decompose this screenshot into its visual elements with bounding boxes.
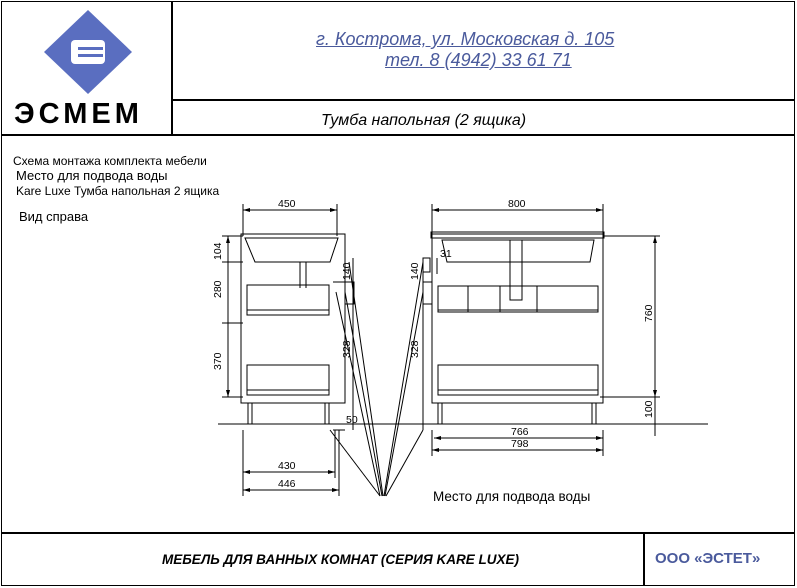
footer-series: МЕБЕЛЬ ДЛЯ ВАННЫХ КОМНАТ (СЕРИЯ KARE LUXE) bbox=[162, 552, 519, 567]
footer-company: ООО «ЭСТЕТ» bbox=[655, 550, 761, 567]
front-width-top: 800 bbox=[508, 198, 526, 210]
front-width-inner: 766 bbox=[511, 426, 529, 438]
front-top-offset: 31 bbox=[440, 248, 452, 260]
dimension-labels bbox=[212, 198, 655, 490]
logo-text: ЭСМЕМ bbox=[14, 98, 143, 130]
side-height-2: 280 bbox=[212, 280, 224, 298]
side-leg-offset: 50 bbox=[346, 414, 358, 426]
note-water-place: Место для подвода воды bbox=[16, 168, 168, 183]
front-view-dimensions bbox=[423, 204, 660, 456]
side-pipe-offset: 140 bbox=[341, 262, 353, 280]
side-height-1: 104 bbox=[212, 242, 224, 260]
side-pipe-height: 328 bbox=[341, 340, 353, 358]
side-view-dimensions bbox=[222, 204, 353, 496]
front-view-cabinet bbox=[423, 232, 604, 424]
callout-leaders bbox=[330, 262, 423, 496]
side-width-bottom: 446 bbox=[278, 478, 296, 490]
phone-line[interactable]: тел. 8 (4942) 33 61 71 bbox=[385, 50, 572, 70]
address-line[interactable]: г. Кострома, ул. Московская д. 105 bbox=[316, 29, 615, 49]
front-leg-height: 100 bbox=[643, 400, 655, 418]
product-title: Тумба напольная (2 ящика) bbox=[321, 112, 527, 129]
side-view-cabinet bbox=[241, 234, 354, 430]
front-pipe-offset: 140 bbox=[409, 262, 421, 280]
water-place-callout: Место для подвода воды bbox=[433, 489, 591, 504]
note-model: Kare Luxe Тумба напольная 2 ящика bbox=[16, 184, 220, 198]
front-pipe-height: 328 bbox=[409, 340, 421, 358]
side-width-inner: 430 bbox=[278, 460, 296, 472]
front-width-bottom: 798 bbox=[511, 438, 529, 450]
note-scheme: Схема монтажа комплекта мебели bbox=[13, 154, 207, 168]
side-width-top: 450 bbox=[278, 198, 296, 210]
front-total-height: 760 bbox=[643, 304, 655, 322]
side-height-3: 370 bbox=[212, 352, 224, 370]
note-view-right: Вид справа bbox=[19, 209, 89, 224]
